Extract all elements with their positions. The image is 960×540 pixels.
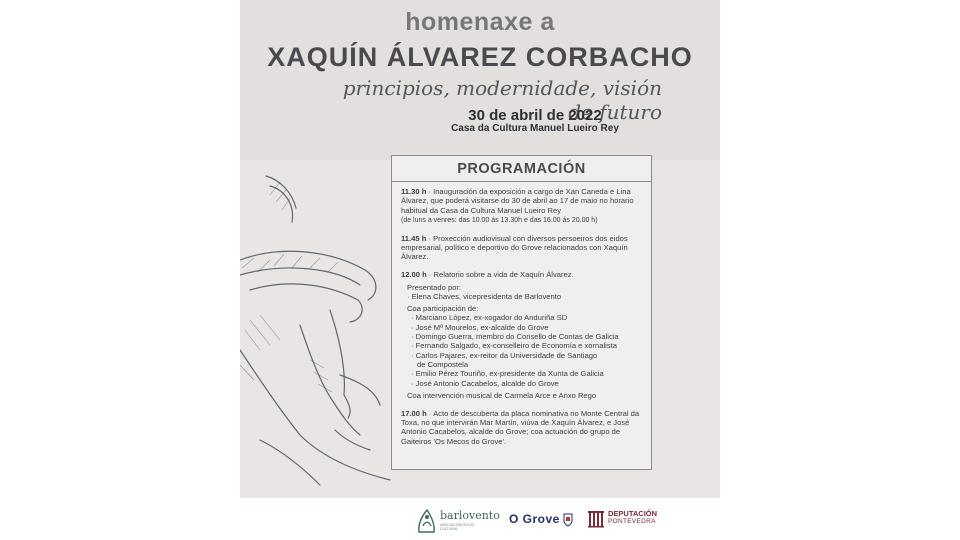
o-grove-logo-text: O Grove [509, 512, 560, 526]
o-grove-shield-icon [563, 513, 573, 527]
event-venue: Casa da Cultura Manuel Lueiro Rey [451, 123, 619, 134]
item-3-text: Relatorio sobre a vida de Xaquín Álvarez. [433, 270, 574, 280]
programme-title: PROGRAMACIÓN [457, 161, 586, 177]
programme-box [391, 155, 652, 470]
participant: · José Antonio Cacabelos, alcalde do Grove [411, 378, 559, 388]
item-4-text: Acto de descuberta da placa nominativa no Monte Central da Toxa, no que intervirán Mar Martín, viúva de Xaquín Álvarez, e José Antonio Cacabelos, alcalde do Grove; coa actuación do grupo de Gaiteiros 'Os Mecos do Grove'. [401, 408, 640, 446]
honoree-name: XAQUÍN ÁLVAREZ CORBACHO [267, 42, 693, 72]
motto: principios, modernidade, visión de futuro [342, 76, 662, 124]
barlovento-logo-subtext: ASOCIACIÓN SOCIO CULTURAL [440, 523, 475, 531]
participant: de Compostela [417, 359, 469, 369]
item-1-hours: (de luns a venres: das 10.00 ás 13.30h e das 16.00 ás 20.00 h) [401, 216, 598, 224]
deputacion-logo [588, 508, 658, 532]
programme-items [401, 187, 643, 455]
portrait-sketch [240, 150, 400, 500]
poster [240, 0, 720, 540]
deputacion-emblem-icon [588, 510, 606, 528]
participant: · Carlos Pajares, ex-reitor da Universidade de Santiago [411, 350, 598, 360]
item-2-time: 11.45 h [401, 233, 427, 243]
item-3-time: 12.00 h [401, 270, 427, 280]
programme-item-1: 11.30 h · Inauguración da exposición a cargo de Xan Caneda e Lina Álvarez, que poderá visitarse do 30 de abril ao 17 de maio no horario habitual da Casa da Cultura Manuel Lueiro Rey (de luns a venres: das 10.00 ás 13.30h e das 16.00 ás 20.00 h) [401, 187, 634, 224]
item-4-time: 17.00 h [401, 408, 427, 418]
pretitle: homenaxe a [405, 8, 555, 36]
deputacion-logo-line2: PONTEVEDRA [608, 518, 656, 525]
presenter: · Elena Chaves, vicepresidenta de Barlovento [407, 291, 562, 301]
participation-label: Coa participación de: [407, 304, 479, 314]
participant: · Emilio Pérez Touriño, ex-presidente da Xunta de Galicia [411, 369, 604, 379]
participant: · Fernando Salgado, ex-conselleiro de Economía e xornalista [411, 341, 617, 351]
participant: · José Mª Mourelos, ex-alcalde do Grove [411, 322, 549, 332]
participant: · Domingo Guerra, membro do Consello de Contas de Galicia [411, 332, 619, 342]
item-2-text: Proxección audiovisual con diversos persoeiros dos eidos empresarial, político e deportivo do Grove relacionados con Xaquín Álvarez. [401, 233, 628, 262]
programme-divider [392, 181, 651, 182]
musical-intervention: Coa intervención musical de Carmela Arce e Anxo Rego [407, 390, 597, 400]
barlovento-logo-text: barlovento [440, 509, 500, 522]
programme-item-3: 12.00 h · Relatorio sobre a vida de Xaquín Álvarez. Presentado por: · Elena Chaves, vicepresidenta de Barlovento Coa participación de: · Marciano López, ex-xogador do Anduriña SD · José Mª Mourelos, ex-alcalde do Grove · Domingo Guerra, membro do Consello de Contas de Galicia · Fernando Salgado, ex-conselleiro de Economía e xornalista · Carlos Pajares, ex-reitor da Universidade de Santiago de Compostela · Emilio Pérez Touriño, ex-presidente da Xunta de Galicia · José Antonio Cacabelos, alcalde do Grove Coa intervención musical de Carmela Arce e Anxo Rego [401, 270, 643, 400]
participant: · Marciano López, ex-xogador do Anduriña SD [411, 313, 568, 323]
deputacion-logo-line1: DEPUTACIÓN [608, 509, 658, 518]
item-1-text: Inauguración da exposición a cargo de Xan Caneda e Lina Álvarez, que poderá visitarse do 30 de abril ao 17 de maio no horario habitual da Casa da Cultura Manuel Lueiro Rey [401, 187, 634, 215]
programme-item-4: 17.00 h · Acto de descuberta da placa nominativa no Monte Central da Toxa, no que intervirán Mar Martín, viúva de Xaquín Álvarez, e José Antonio Cacabelos, alcalde do Grove; coa actuación do grupo de Gaiteiros 'Os Mecos do Grove'. [401, 408, 640, 446]
programme-item-2: 11.45 h · Proxección audiovisual con diversos persoeiros dos eidos empresarial, político e deportivo do Grove relacionados con Xaquín Álvarez. [401, 233, 628, 262]
o-grove-logo [509, 510, 573, 530]
event-date: 30 de abril de 2022 [468, 107, 602, 124]
sponsor-footer [240, 498, 720, 540]
presented-label: Presentado por: [407, 282, 462, 292]
barlovento-logo [416, 505, 500, 535]
barlovento-emblem-icon [416, 506, 438, 534]
item-1-time: 11.30 h [401, 187, 427, 196]
